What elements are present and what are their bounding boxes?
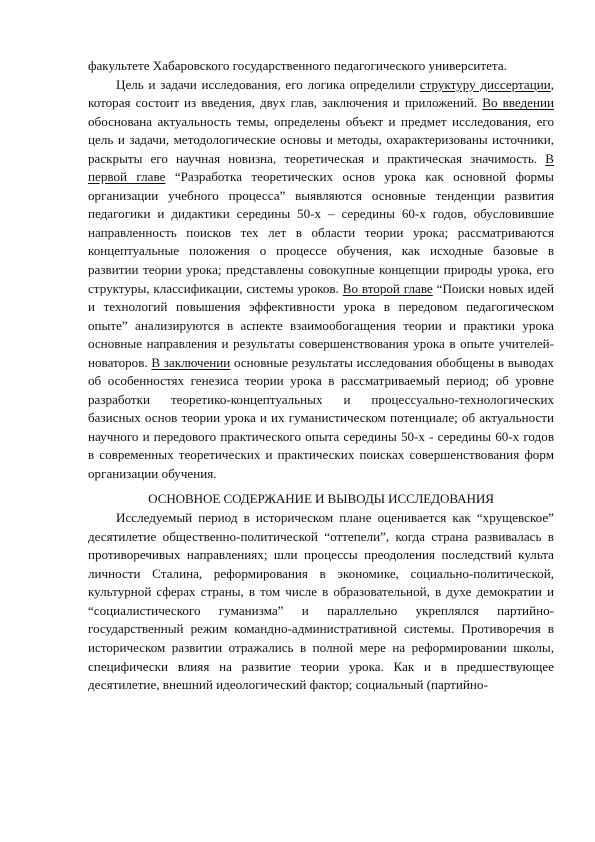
- text-segment: “Поиски новых идей и технологий повышения эффективности урока в передовом педагогическом опыте” анализируются в аспекте взаимообогащения теории и практики урока основные направления и результаты совершенствования урока в опыте учителей-новаторов.: [88, 280, 554, 370]
- underlined-term-introduction: Во введении: [482, 95, 554, 111]
- text-segment: основные результаты исследования обобщены в выводах об особенностях генезиса теории урока в рассматриваемый период; об уровне разработки теоретико-концептуальных и процессуально-технологических базисных основ теории урока и их гуманистическом потенциале; об актуальности научного и передового практического опыта середины 50-х - середины 60-х годов в современных теоретических и практических поисках совершенствования форм организации обучения.: [88, 354, 554, 482]
- text-segment: “Разработка теоретических основ урока как основной формы организации учебного процесса” выявляются основные тенденции развития педагогики и дидактики середины 50-х – середины 60-х годов, обусловившие направленность поисков тех лет в области теории урока; рассматриваются концептуальные положения о процессе обучения, как исходные базовые в развитии теории урока; представлены совокупные концепции природы урока, его структуры, классификации, системы уроков.: [88, 169, 554, 296]
- paragraph-dissertation-structure: [88, 76, 554, 484]
- text-segment: , которая состоит из введения, двух глав, заключения и приложений.: [88, 76, 554, 111]
- paragraph-continuation: факультете Хабаровского государственного педагогического университета.: [88, 58, 507, 73]
- text-segment: обоснована актуальность темы, определены объект и предмет исследования, его цель и задачи, методологические основы и методы, охарактеризованы источники, раскрыты его научная новизна, теоретическая и практическая значимость.: [88, 113, 554, 166]
- paragraph-historical-period: Исследуемый период в историческом плане оценивается как “хрущевское” десятилетие общественно-политической “оттепели”, когда страна развивалась в противоречивых направлениях; шли процессы преодоления последствий культа личности Сталина, реформирования в экономике, социально-политической, культурной сферах страны, в том числе в образовательной, в духе демократии и “социалистического гуманизма” и параллельно укреплялся партийно-государственный режим командно-административной системы. Противоречия в историческом развитии отражались в полной мере на реформировании школы, специфически влияя на развитие теории урока. Как и в предшествующее десятилетие, внешний идеологический фактор; социальный (партийно-: [88, 510, 554, 693]
- text-segment: Цель и задачи исследования, его логика определили: [116, 76, 420, 92]
- underlined-term-structure: структуру диссертации: [419, 76, 551, 92]
- underlined-term-first-chapter: В первой главе: [88, 150, 554, 185]
- document-page: [88, 57, 554, 695]
- underlined-term-second-chapter: Во второй главе: [342, 280, 433, 296]
- underlined-term-conclusion: В заключении: [151, 354, 231, 370]
- section-heading: ОСНОВНОЕ СОДЕРЖАНИЕ И ВЫВОДЫ ИССЛЕДОВАНИЯ: [148, 490, 494, 506]
